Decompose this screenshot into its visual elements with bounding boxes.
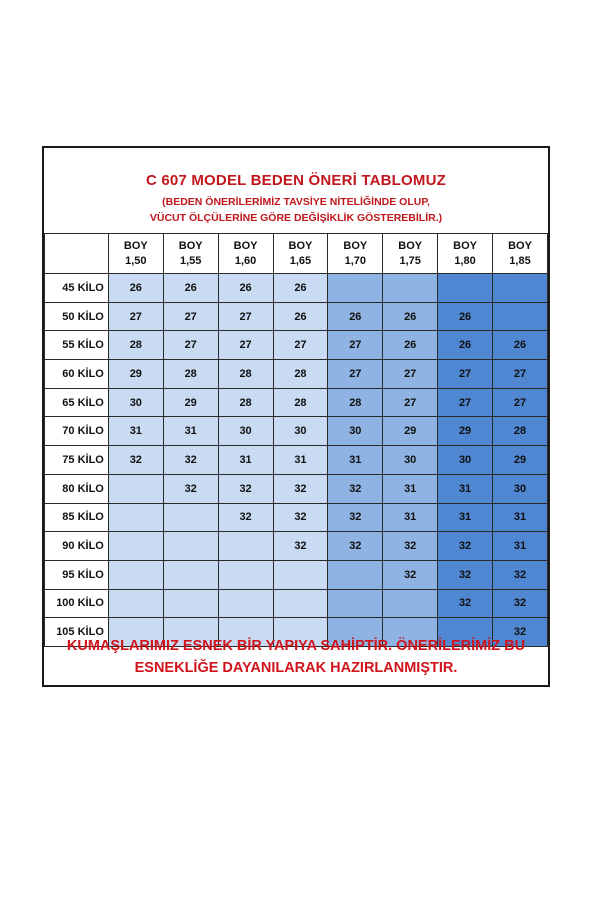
size-cell: 32 <box>493 589 548 618</box>
weight-label: 45 KİLO <box>45 274 109 303</box>
height-header <box>493 234 548 274</box>
height-header-value: 1,60 <box>234 254 257 267</box>
size-cell: 32 <box>438 589 493 618</box>
table-row <box>45 417 548 446</box>
size-cell <box>383 274 438 303</box>
size-cell <box>493 302 548 331</box>
weight-label: 65 KİLO <box>45 388 109 417</box>
size-cell: 32 <box>438 532 493 561</box>
size-cell: 32 <box>218 503 273 532</box>
size-cell: 27 <box>218 331 273 360</box>
size-cell: 26 <box>108 274 163 303</box>
size-cell: 27 <box>163 331 218 360</box>
size-cell: 32 <box>273 474 328 503</box>
height-header-label: BOY <box>123 239 148 252</box>
size-cell: 27 <box>328 331 383 360</box>
size-cell: 32 <box>328 503 383 532</box>
size-cell: 26 <box>493 331 548 360</box>
size-cell <box>163 589 218 618</box>
header-row <box>45 234 548 274</box>
weight-label: 95 KİLO <box>45 560 109 589</box>
size-cell <box>108 560 163 589</box>
size-cell: 31 <box>438 503 493 532</box>
height-header <box>438 234 493 274</box>
size-cell: 28 <box>218 388 273 417</box>
size-cell: 28 <box>328 388 383 417</box>
size-cell <box>163 532 218 561</box>
size-cell: 30 <box>328 417 383 446</box>
size-cell <box>163 503 218 532</box>
size-cell: 27 <box>493 360 548 389</box>
size-cell: 32 <box>273 503 328 532</box>
size-cell: 32 <box>493 618 548 647</box>
footer-line-2: ESNEKLİĞE DAYANILARAK HAZIRLANMIŞTIR. <box>134 660 458 676</box>
size-cell: 30 <box>438 446 493 475</box>
size-cell <box>328 274 383 303</box>
weight-label: 85 KİLO <box>45 503 109 532</box>
size-cell: 27 <box>383 388 438 417</box>
size-cell: 31 <box>163 417 218 446</box>
height-header-label: BOY <box>453 239 477 252</box>
weight-label: 80 KİLO <box>45 474 109 503</box>
size-cell: 28 <box>108 331 163 360</box>
size-cell: 32 <box>383 532 438 561</box>
table-row <box>45 589 548 618</box>
height-header-value: 1,85 <box>509 254 531 267</box>
height-header <box>218 234 273 274</box>
table-row <box>45 360 548 389</box>
size-cell: 32 <box>493 560 548 589</box>
size-cell <box>218 532 273 561</box>
size-cell: 31 <box>328 446 383 475</box>
size-cell: 26 <box>383 302 438 331</box>
size-cell: 29 <box>493 446 548 475</box>
weight-label: 100 KİLO <box>45 589 109 618</box>
size-cell: 27 <box>438 360 493 389</box>
table-row <box>45 388 548 417</box>
size-cell: 30 <box>273 417 328 446</box>
size-cell: 32 <box>163 446 218 475</box>
size-cell: 26 <box>383 331 438 360</box>
size-cell: 31 <box>218 446 273 475</box>
size-table <box>44 233 548 647</box>
size-cell: 32 <box>108 446 163 475</box>
size-cell: 27 <box>328 360 383 389</box>
size-cell: 26 <box>218 274 273 303</box>
height-header-label: BOY <box>508 239 532 252</box>
size-cell: 30 <box>108 388 163 417</box>
size-cell: 27 <box>108 302 163 331</box>
size-cell: 26 <box>273 302 328 331</box>
size-cell <box>273 560 328 589</box>
size-cell <box>218 560 273 589</box>
footer-line-1: KUMAŞLARIMIZ ESNEK BİR YAPIYA SAHİPTİR. ÖNERİLERİMİZ BU <box>66 638 526 654</box>
table-row <box>45 532 548 561</box>
footer-note <box>44 631 548 685</box>
size-cell: 27 <box>218 302 273 331</box>
weight-label: 90 KİLO <box>45 532 109 561</box>
size-cell <box>108 532 163 561</box>
table-row <box>45 560 548 589</box>
height-header <box>163 234 218 274</box>
size-cell: 27 <box>493 388 548 417</box>
size-cell: 26 <box>438 302 493 331</box>
size-cell: 27 <box>383 360 438 389</box>
size-cell: 27 <box>273 331 328 360</box>
size-cell <box>328 560 383 589</box>
size-cell: 29 <box>383 417 438 446</box>
height-header-label: BOY <box>233 239 258 252</box>
size-cell: 28 <box>493 417 548 446</box>
title-block <box>44 148 548 234</box>
table-row <box>45 302 548 331</box>
height-header-value: 1,70 <box>344 254 367 267</box>
weight-label: 105 KİLO <box>45 618 109 647</box>
weight-label: 50 KİLO <box>45 302 109 331</box>
weight-label: 70 KİLO <box>45 417 109 446</box>
size-cell <box>218 589 273 618</box>
size-cell <box>108 589 163 618</box>
size-cell: 32 <box>383 560 438 589</box>
weight-label: 55 KİLO <box>45 331 109 360</box>
size-cell <box>328 589 383 618</box>
table-row <box>45 446 548 475</box>
height-header-value: 1,75 <box>399 254 421 267</box>
size-cell: 31 <box>493 503 548 532</box>
size-cell: 29 <box>438 417 493 446</box>
size-cell: 32 <box>438 560 493 589</box>
table-row <box>45 503 548 532</box>
size-cell: 26 <box>438 331 493 360</box>
size-cell: 30 <box>383 446 438 475</box>
size-cell: 28 <box>218 360 273 389</box>
size-cell: 30 <box>493 474 548 503</box>
height-header-value: 1,80 <box>454 254 476 267</box>
size-cell: 26 <box>273 274 328 303</box>
size-cell <box>438 274 493 303</box>
size-cell <box>383 589 438 618</box>
size-cell: 28 <box>273 388 328 417</box>
height-header-label: BOY <box>398 239 423 252</box>
height-header <box>273 234 328 274</box>
size-cell: 27 <box>438 388 493 417</box>
table-row <box>45 331 548 360</box>
size-cell: 31 <box>493 532 548 561</box>
size-cell: 28 <box>273 360 328 389</box>
size-cell: 30 <box>218 417 273 446</box>
size-cell: 32 <box>328 532 383 561</box>
chart-subtitle-line-2: VÜCUT ÖLÇÜLERİNE GÖRE DEĞİŞİKLİK GÖSTEREBİLİR.) <box>149 212 443 224</box>
size-cell: 29 <box>163 388 218 417</box>
size-cell: 31 <box>438 474 493 503</box>
size-cell <box>273 589 328 618</box>
height-header <box>108 234 163 274</box>
size-cell <box>108 474 163 503</box>
size-cell: 32 <box>218 474 273 503</box>
size-cell <box>163 560 218 589</box>
size-cell: 31 <box>383 474 438 503</box>
height-header <box>328 234 383 274</box>
size-cell <box>493 274 548 303</box>
height-header-label: BOY <box>178 239 203 252</box>
size-cell: 29 <box>108 360 163 389</box>
size-chart <box>42 146 550 687</box>
size-cell <box>108 503 163 532</box>
corner-cell <box>45 234 109 274</box>
size-cell: 32 <box>163 474 218 503</box>
height-header-label: BOY <box>343 239 368 252</box>
size-cell: 31 <box>108 417 163 446</box>
size-cell: 26 <box>163 274 218 303</box>
weight-label: 75 KİLO <box>45 446 109 475</box>
size-cell: 32 <box>328 474 383 503</box>
size-cell: 27 <box>163 302 218 331</box>
table-row <box>45 274 548 303</box>
chart-title: C 607 MODEL BEDEN ÖNERİ TABLOMUZ <box>145 172 447 189</box>
size-cell: 31 <box>273 446 328 475</box>
height-header-value: 1,55 <box>179 254 202 267</box>
height-header-label: BOY <box>288 239 313 252</box>
chart-subtitle-line-1: (BEDEN ÖNERİLERİMİZ TAVSİYE NİTELİĞİNDE OLUP, <box>162 196 430 208</box>
size-cell: 32 <box>273 532 328 561</box>
height-header <box>383 234 438 274</box>
table-row <box>45 474 548 503</box>
height-header-value: 1,50 <box>125 254 147 267</box>
size-cell: 26 <box>328 302 383 331</box>
size-cell: 28 <box>163 360 218 389</box>
size-cell: 31 <box>383 503 438 532</box>
height-header-value: 1,65 <box>289 254 312 267</box>
weight-label: 60 KİLO <box>45 360 109 389</box>
